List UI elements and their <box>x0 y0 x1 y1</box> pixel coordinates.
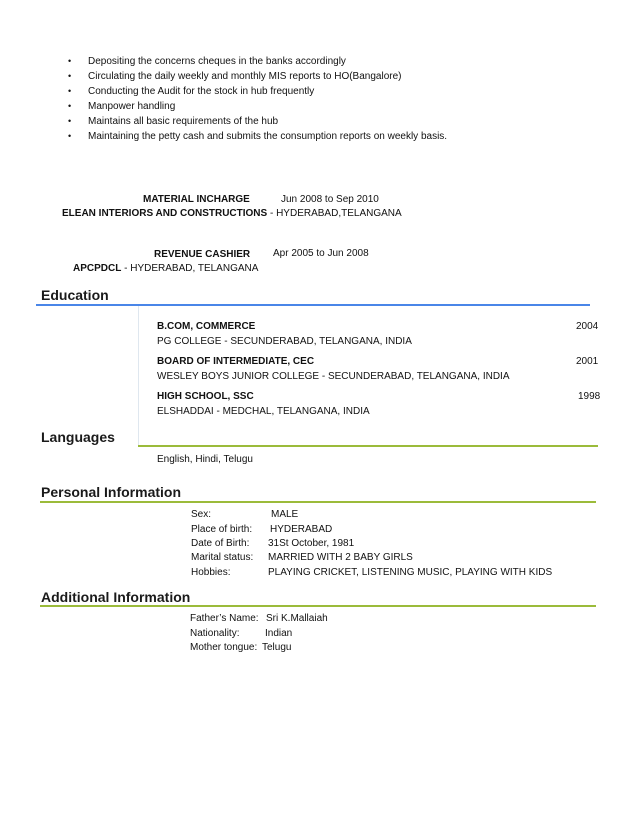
personal-label: Place of birth: <box>191 524 253 535</box>
personal-value: HYDERABAD <box>270 524 333 535</box>
bullet-icon: • <box>68 71 72 81</box>
personal-divider <box>40 501 596 503</box>
education-year: 2004 <box>576 321 599 332</box>
personal-value: MARRIED WITH 2 BABY GIRLS <box>268 552 413 563</box>
bullet-icon: • <box>68 131 72 141</box>
additional-value: Sri K.Mallaiah <box>266 613 328 624</box>
education-divider <box>36 304 590 306</box>
job-company: APCPDCL <box>73 263 122 274</box>
job-company-line <box>73 263 258 274</box>
job-dates: Apr 2005 to Jun 2008 <box>273 248 369 259</box>
education-year: 2001 <box>576 356 599 367</box>
personal-label: Sex: <box>191 509 212 520</box>
additional-value: Telugu <box>262 642 292 653</box>
languages-divider <box>138 445 598 447</box>
list-item: • Maintains all basic requirements of the hub <box>68 116 279 127</box>
bullet-icon: • <box>68 86 72 96</box>
languages-text: English, Hindi, Telugu <box>157 454 253 465</box>
additional-label: Father’s Name: <box>190 613 259 624</box>
personal-label: Hobbies: <box>191 567 231 578</box>
languages-heading: Languages <box>41 429 115 445</box>
job-title: MATERIAL INCHARGE <box>143 194 250 205</box>
additional-label: Mother tongue: <box>190 642 258 653</box>
bullet-icon: • <box>68 101 72 111</box>
personal-value: MALE <box>271 509 299 520</box>
education-degree: B.COM, COMMERCE <box>157 321 256 332</box>
education-school: ELSHADDAI - MEDCHAL, TELANGANA, INDIA <box>157 406 370 417</box>
job-dates: Jun 2008 to Sep 2010 <box>281 194 379 205</box>
list-item: • Depositing the concerns cheques in the banks accordingly <box>68 56 346 67</box>
education-school: PG COLLEGE - SECUNDERABAD, TELANGANA, INDIA <box>157 336 412 347</box>
personal-label: Date of Birth: <box>191 538 250 549</box>
education-degree: HIGH SCHOOL, SSC <box>157 391 254 402</box>
education-heading: Education <box>41 287 109 303</box>
list-item: • Conducting the Audit for the stock in hub frequently <box>68 86 315 97</box>
personal-label: Marital status: <box>191 552 254 563</box>
education-degree: BOARD OF INTERMEDIATE, CEC <box>157 356 315 367</box>
job-title: REVENUE CASHIER <box>154 249 251 260</box>
list-item: • Maintaining the petty cash and submits the consumption reports on weekly basis. <box>68 131 448 142</box>
job-location: - HYDERABAD,TELANGANA <box>267 208 402 219</box>
additional-divider <box>40 605 596 607</box>
additional-label: Nationality: <box>190 628 240 639</box>
education-school: WESLEY BOYS JUNIOR COLLEGE - SECUNDERABAD, TELANGANA, INDIA <box>157 371 510 382</box>
additional-value: Indian <box>265 628 293 639</box>
personal-heading: Personal Information <box>41 484 182 500</box>
education-year: 1998 <box>578 391 601 402</box>
personal-value: 31St October, 1981 <box>268 538 355 549</box>
bullet-icon: • <box>68 56 72 66</box>
personal-value: PLAYING CRICKET, LISTENING MUSIC, PLAYING WITH KIDS <box>268 567 553 578</box>
bullet-icon: • <box>68 116 72 126</box>
education-vertical-divider <box>138 306 139 446</box>
additional-heading: Additional Information <box>41 589 191 605</box>
duties-list <box>66 54 447 144</box>
job-company: ELEAN INTERIORS AND CONSTRUCTIONS <box>62 208 268 219</box>
list-item: • Circulating the daily weekly and monthly MIS reports to HO(Bangalore) <box>68 71 402 82</box>
job-company-line <box>62 208 402 219</box>
job-location: - HYDERABAD, TELANGANA <box>121 263 259 274</box>
list-item: • Manpower handling <box>68 101 176 112</box>
